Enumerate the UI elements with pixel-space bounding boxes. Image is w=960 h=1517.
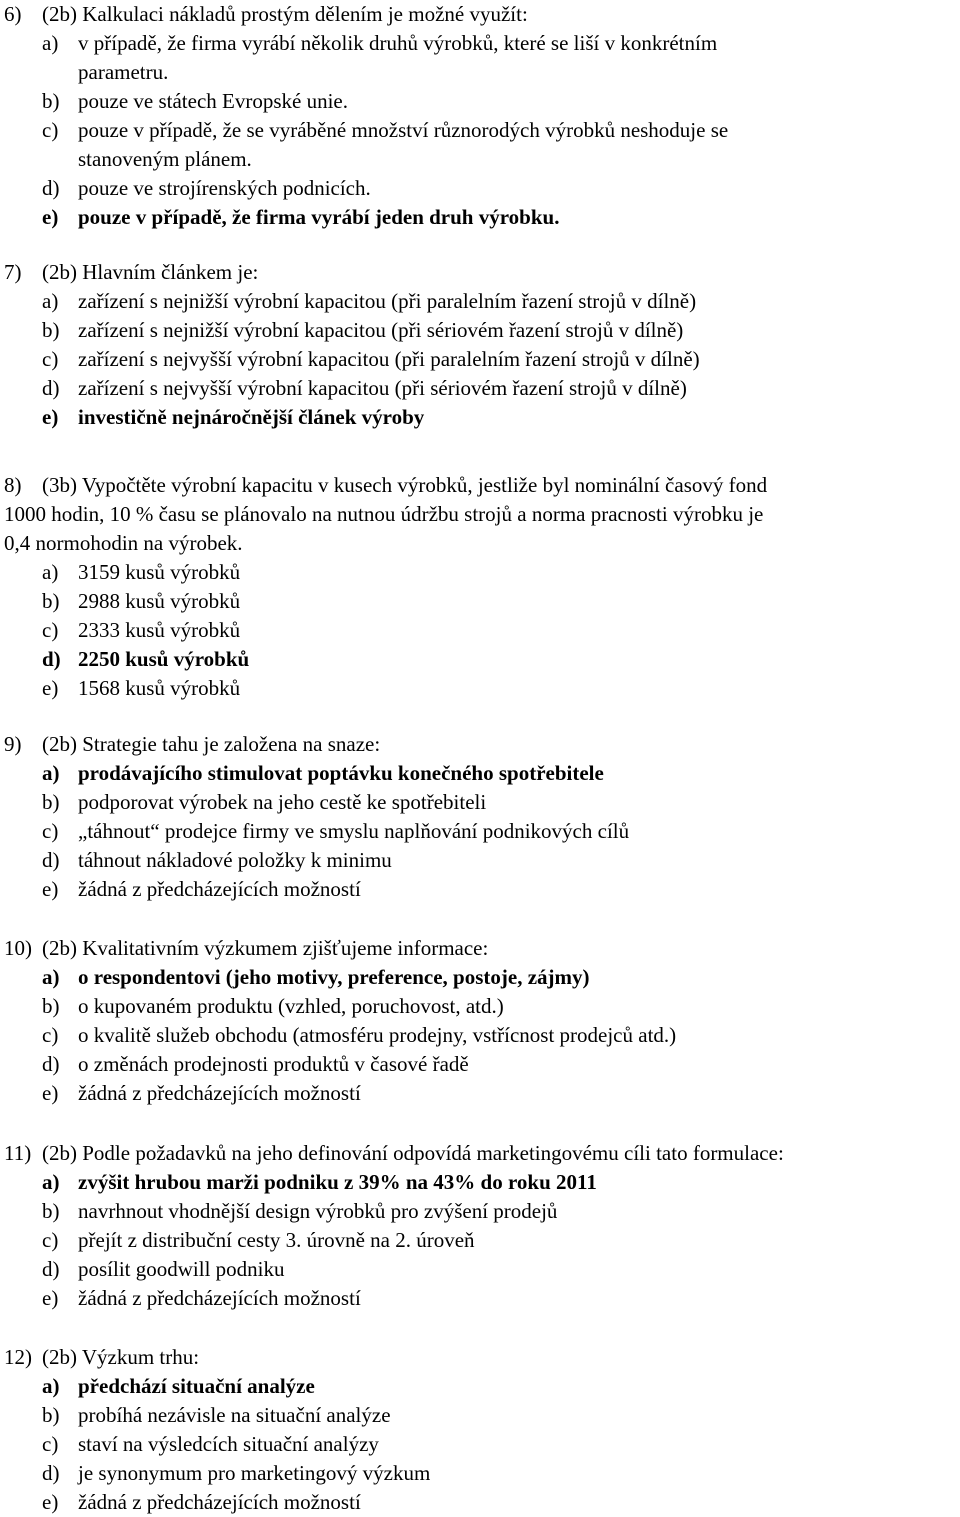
option-letter: d) xyxy=(42,176,60,200)
option-text: přejít z distribuční cesty 3. úrovně na 2. úroveň xyxy=(78,1228,475,1252)
answer-option xyxy=(0,1226,960,1255)
option-letter: b) xyxy=(42,589,60,613)
answer-option xyxy=(0,587,960,616)
option-text: o respondentovi (jeho motivy, preference, postoje, zájmy) xyxy=(78,965,590,989)
question-text: (2b) Kalkulaci nákladů prostým dělením je možné využít: xyxy=(42,2,528,26)
option-text: žádná z předcházejících možností xyxy=(78,1286,361,1310)
option-letter: b) xyxy=(42,790,60,814)
answer-option xyxy=(0,1050,960,1079)
option-letter: e) xyxy=(42,1490,59,1514)
option-letter: d) xyxy=(42,848,60,872)
question-text-line: 1000 hodin, 10 % času se plánovalo na nutnou údržbu strojů a norma pracnosti výrobku je xyxy=(4,502,764,526)
question-line xyxy=(0,471,960,500)
answer-option xyxy=(0,345,960,374)
option-letter: e) xyxy=(42,676,59,700)
option-text: zařízení s nejvyšší výrobní kapacitou (při sériovém řazení strojů v dílně) xyxy=(78,376,687,400)
option-letter: a) xyxy=(42,289,59,313)
option-text: zařízení s nejnižší výrobní kapacitou (při sériovém řazení strojů v dílně) xyxy=(78,318,684,342)
question-text: (2b) Hlavním článkem je: xyxy=(42,260,259,284)
option-text: pouze v případě, že se vyráběné množství různorodých výrobků neshoduje se xyxy=(78,118,729,142)
option-text: 2250 kusů výrobků xyxy=(78,647,250,671)
question-text-continuation xyxy=(0,500,960,529)
option-letter: c) xyxy=(42,1023,59,1047)
option-text: podporovat výrobek na jeho cestě ke spotřebiteli xyxy=(78,790,487,814)
option-text: pouze ve státech Evropské unie. xyxy=(78,89,348,113)
answer-option xyxy=(0,403,960,432)
option-text: o změnách prodejnosti produktů v časové řadě xyxy=(78,1052,469,1076)
question-text: (2b) Strategie tahu je založena na snaze: xyxy=(42,732,381,756)
answer-option xyxy=(0,1021,960,1050)
option-letter: b) xyxy=(42,1199,60,1223)
answer-option xyxy=(0,645,960,674)
answer-option xyxy=(0,1255,960,1284)
option-text: zařízení s nejvyšší výrobní kapacitou (při paralelním řazení strojů v dílně) xyxy=(78,347,700,371)
question-line xyxy=(0,1343,960,1372)
option-letter: d) xyxy=(42,647,61,671)
option-text: je synonymum pro marketingový výzkum xyxy=(78,1461,431,1485)
option-text: navrhnout vhodnější design výrobků pro zvýšení prodejů xyxy=(78,1199,558,1223)
question-text: (2b) Kvalitativním výzkumem zjišťujeme informace: xyxy=(42,936,489,960)
answer-option xyxy=(0,1401,960,1430)
option-letter: b) xyxy=(42,89,60,113)
option-text: předchází situační analýze xyxy=(78,1374,315,1398)
answer-option xyxy=(0,992,960,1021)
question-line xyxy=(0,0,960,29)
answer-option xyxy=(0,674,960,703)
answer-option xyxy=(0,374,960,403)
option-letter: e) xyxy=(42,1286,59,1310)
question-line xyxy=(0,730,960,759)
option-letter: a) xyxy=(42,560,59,584)
answer-option xyxy=(0,817,960,846)
option-letter: b) xyxy=(42,994,60,1018)
question-text: (2b) Podle požadavků na jeho definování odpovídá marketingovému cíli tato formulace: xyxy=(42,1141,784,1165)
option-letter: c) xyxy=(42,1432,59,1456)
answer-option xyxy=(0,1459,960,1488)
option-text: probíhá nezávisle na situační analýze xyxy=(78,1403,391,1427)
question-number: 10) xyxy=(4,936,32,960)
option-text: 1568 kusů výrobků xyxy=(78,676,241,700)
option-text: prodávajícího stimulovat poptávku konečného spotřebitele xyxy=(78,761,604,785)
option-text: „táhnout“ prodejce firmy ve smyslu naplňování podnikových cílů xyxy=(78,819,630,843)
answer-option-continuation xyxy=(0,58,960,87)
answer-option xyxy=(0,316,960,345)
question-text: (2b) Výzkum trhu: xyxy=(42,1345,200,1369)
option-text: v případě, že firma vyrábí několik druhů výrobků, které se liší v konkrétním xyxy=(78,31,718,55)
option-text: stanoveným plánem. xyxy=(78,147,252,171)
answer-option xyxy=(0,846,960,875)
option-text: o kupovaném produktu (vzhled, poruchovost, atd.) xyxy=(78,994,504,1018)
option-letter: c) xyxy=(42,347,59,371)
option-letter: d) xyxy=(42,1052,60,1076)
question-number: 9) xyxy=(4,732,22,756)
option-letter: a) xyxy=(42,31,59,55)
answer-option xyxy=(0,174,960,203)
answer-option xyxy=(0,1284,960,1313)
answer-option xyxy=(0,1079,960,1108)
answer-option xyxy=(0,1372,960,1401)
answer-option xyxy=(0,116,960,145)
answer-option xyxy=(0,788,960,817)
option-text: parametru. xyxy=(78,60,169,84)
question-number: 8) xyxy=(4,473,22,497)
option-letter: d) xyxy=(42,376,60,400)
option-text: o kvalitě služeb obchodu (atmosféru prodejny, vstřícnost prodejců atd.) xyxy=(78,1023,677,1047)
answer-option xyxy=(0,287,960,316)
question-number: 12) xyxy=(4,1345,32,1369)
answer-option xyxy=(0,1197,960,1226)
option-letter: c) xyxy=(42,618,59,642)
question-number: 7) xyxy=(4,260,22,284)
option-text: žádná z předcházejících možností xyxy=(78,1081,361,1105)
answer-option xyxy=(0,875,960,904)
option-letter: d) xyxy=(42,1257,60,1281)
option-text: investičně nejnáročnější článek výroby xyxy=(78,405,425,429)
option-text: pouze ve strojírenských podnicích. xyxy=(78,176,371,200)
option-text: zařízení s nejnižší výrobní kapacitou (při paralelním řazení strojů v dílně) xyxy=(78,289,697,313)
option-letter: c) xyxy=(42,819,59,843)
option-text: 3159 kusů výrobků xyxy=(78,560,241,584)
option-text: 2333 kusů výrobků xyxy=(78,618,241,642)
question-number: 11) xyxy=(4,1141,32,1165)
answer-option xyxy=(0,963,960,992)
option-letter: c) xyxy=(42,1228,59,1252)
option-text: pouze v případě, že firma vyrábí jeden druh výrobku. xyxy=(78,205,560,229)
option-letter: d) xyxy=(42,1461,60,1485)
answer-option xyxy=(0,1168,960,1197)
answer-option xyxy=(0,558,960,587)
option-letter: a) xyxy=(42,1170,60,1194)
answer-option xyxy=(0,1430,960,1459)
answer-option xyxy=(0,1488,960,1517)
option-letter: e) xyxy=(42,405,59,429)
answer-option-continuation xyxy=(0,145,960,174)
option-text: posílit goodwill podniku xyxy=(78,1257,285,1281)
option-text: 2988 kusů výrobků xyxy=(78,589,241,613)
option-letter: a) xyxy=(42,965,60,989)
question-text: (3b) Vypočtěte výrobní kapacitu v kusech výrobků, jestliže byl nominální časový fond xyxy=(42,473,768,497)
option-text: zvýšit hrubou marži podniku z 39% na 43% do roku 2011 xyxy=(78,1170,597,1194)
question-line xyxy=(0,258,960,287)
option-text: žádná z předcházejících možností xyxy=(78,1490,361,1514)
question-number: 6) xyxy=(4,2,22,26)
option-letter: c) xyxy=(42,118,59,142)
question-text-continuation xyxy=(0,529,960,558)
option-text: staví na výsledcích situační analýzy xyxy=(78,1432,379,1456)
answer-option xyxy=(0,87,960,116)
option-text: žádná z předcházejících možností xyxy=(78,877,361,901)
option-letter: e) xyxy=(42,877,59,901)
answer-option xyxy=(0,616,960,645)
question-text-line: 0,4 normohodin na výrobek. xyxy=(4,531,243,555)
option-letter: b) xyxy=(42,318,60,342)
option-letter: a) xyxy=(42,761,60,785)
question-line xyxy=(0,934,960,963)
option-letter: a) xyxy=(42,1374,60,1398)
answer-option xyxy=(0,29,960,58)
option-text: táhnout nákladové položky k minimu xyxy=(78,848,392,872)
option-letter: e) xyxy=(42,205,59,229)
answer-option xyxy=(0,203,960,232)
question-line xyxy=(0,1139,960,1168)
option-letter: b) xyxy=(42,1403,60,1427)
option-letter: e) xyxy=(42,1081,59,1105)
answer-option xyxy=(0,759,960,788)
